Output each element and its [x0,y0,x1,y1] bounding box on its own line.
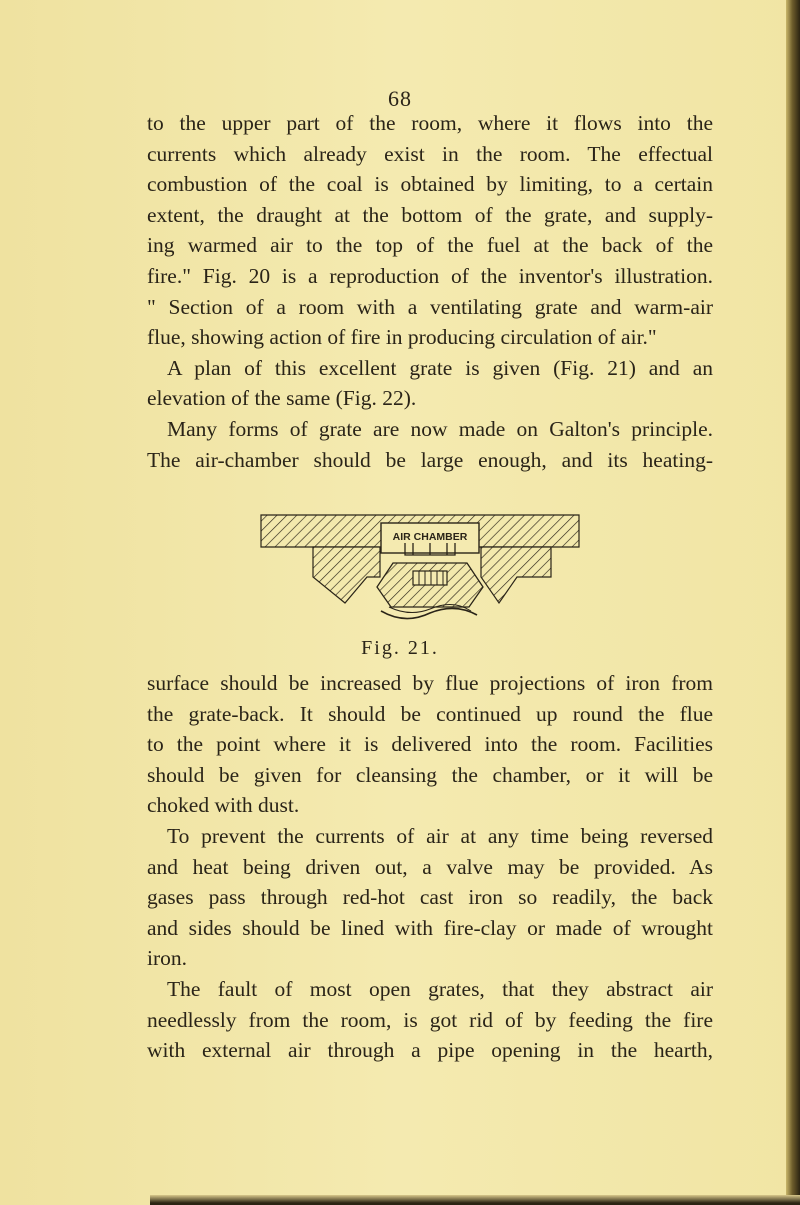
text-line: needlessly from the room, is got rid of by feeding the fire [147,1007,713,1032]
right-jamb [481,547,551,603]
book-edge-right [786,0,800,1205]
air-chamber-label: AIR CHAMBER [392,531,468,543]
text-line: combustion of the coal is obtained by limiting, to a certain [147,172,713,197]
figure-caption: Fig. 21. [361,637,439,659]
text-line: The fault of most open grates, that they abstract air [167,976,713,1001]
text-line: the grate-back. It should be continued up round the flue [147,701,713,726]
text-line: iron. [147,946,188,971]
text-line: extent, the draught at the bottom of the grate, and supply- [147,202,713,227]
grate-bars [413,571,447,585]
text-line: flue, showing action of fire in producing circulation of air." [147,325,657,350]
text-line: currents which already exist in the room. The effectual [147,141,713,166]
text-line: with external air through a pipe opening in the hearth, [147,1038,713,1063]
text-line: The air-chamber should be large enough, and its heating- [147,447,713,472]
text-line: To prevent the currents of air at any time being reversed [167,823,713,848]
flue-openings [405,543,455,555]
text-line: fire." Fig. 20 is a reproduction of the inventor's illustration. [147,263,713,288]
text-line: Many forms of grate are now made on Galton's principle. [167,416,713,441]
text-line: and heat being driven out, a valve may be provided. As [147,854,713,879]
grate-plan-figure [255,507,585,625]
text-line: ing warmed air to the top of the fuel at the back of the [147,233,713,258]
paragraph-bottom [147,668,713,1066]
text-line: A plan of this excellent grate is given (Fig. 21) and an [167,355,713,380]
text-line: gases pass through red-hot cast iron so readily, the back [147,885,713,910]
text-line: to the upper part of the room, where it flows into the [147,111,713,135]
text-line: choked with dust. [147,793,300,818]
page-number: 68 [388,86,412,111]
text-line: elevation of the same (Fig. 22). [147,386,417,411]
text-line: surface should be increased by flue projections of iron from [147,671,713,695]
text-line: to the point where it is delivered into the room. Facilities [147,732,713,757]
text-line: should be given for cleansing the chamber, or it will be [147,762,713,787]
book-edge-bottom [150,1195,800,1205]
text-line: " Section of a room with a ventilating grate and warm-air [147,294,713,319]
text-line: and sides should be lined with fire-clay or made of wrought [147,915,713,940]
paragraph-top [147,108,713,475]
left-jamb [313,547,380,603]
